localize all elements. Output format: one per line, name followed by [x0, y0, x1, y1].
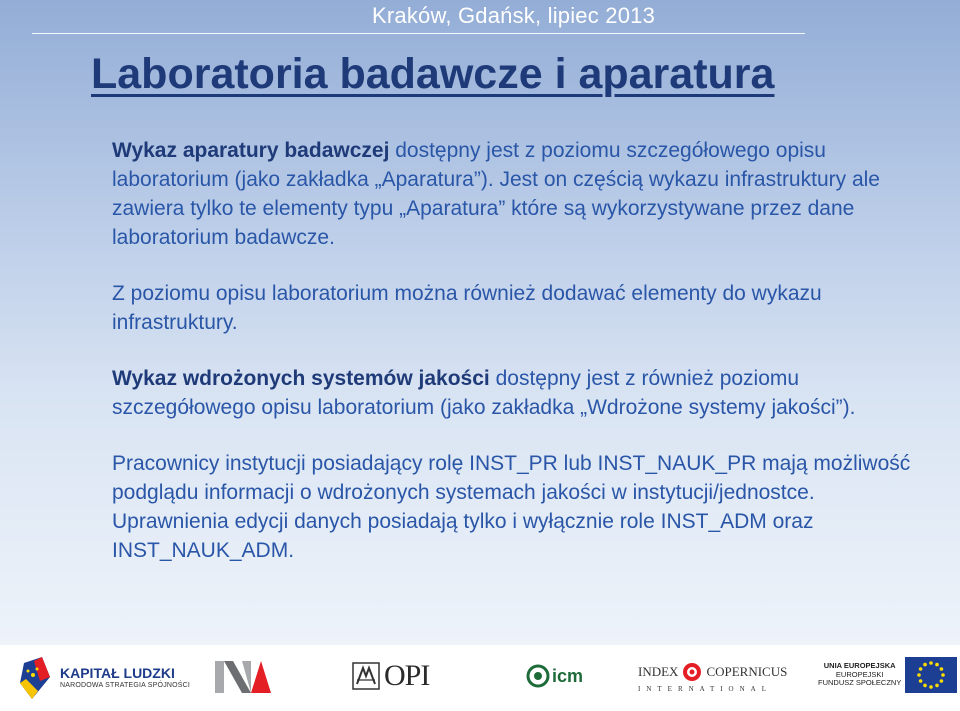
- paragraph-systemy-jakosci-text: dostępny jest z również poziomu szczegółowego opisu laboratorium (jako zakładka „Wdrożone systemy jakości”).: [112, 367, 856, 419]
- paragraph-systemy-jakosci-bold: Wykaz wdrożonych systemów jakości: [112, 367, 490, 390]
- paragraph-aparatura-bold: Wykaz aparatury badawczej: [112, 139, 390, 162]
- opi-logo: [352, 659, 429, 693]
- index-copernicus-logo: [638, 661, 787, 693]
- paragraph-aparatura: [112, 136, 912, 252]
- index-text: INDEX: [638, 664, 679, 679]
- kapital-ludzki-subtitle: NARODOWA STRATEGIA SPÓJNOŚCI: [60, 681, 191, 689]
- ni-logo: [215, 661, 271, 693]
- paragraph-infrastruktura: Z poziomu opisu laboratorium można również dodawać elementy do wykazu infrastruktury.: [112, 282, 822, 334]
- ue-title: UNIA EUROPEJSKA: [823, 661, 896, 671]
- slide-title: Laboratoria badawcze i aparatura: [91, 50, 775, 98]
- international-text: INTERNATIONAL: [638, 685, 772, 693]
- kapital-ludzki-title: KAPITAŁ LUDZKI: [60, 665, 175, 682]
- logo-footer: [0, 645, 960, 711]
- ue-line-2: EUROPEJSKI: [835, 669, 884, 679]
- paragraph-uprawnienia: Pracownicy instytucji posiadający rolę INST_PR lub INST_NAUK_PR mają możliwość podglądu informacji o wdrożonych systemach jakości w instytucji/jednostce. Uprawnienia edycji danych posiadają tylko i wyłącznie role INST_ADM oraz INST_NAUK_ADM.: [112, 452, 911, 562]
- slide-body: [112, 136, 912, 592]
- copernicus-text: COPERNICUS: [706, 664, 788, 679]
- ni-logo-icon: [215, 661, 271, 693]
- opi-text: OPI: [384, 659, 430, 692]
- event-header: Kraków, Gdańsk, lipiec 2013: [372, 3, 655, 28]
- header-divider: [32, 33, 805, 34]
- icm-text: icm: [552, 665, 584, 686]
- paragraph-aparatura-text: dostępny jest z poziomu szczegółowego opisu laboratorium (jako zakładka „Aparatura”). Jest on częścią wykazu infrastruktury ale zawiera tylko te elementy typu „Aparatura” które są wykorzystywane przez dane laboratorium badawcze.: [112, 139, 880, 249]
- icm-icon: [526, 663, 550, 689]
- ue-line-3: FUNDUSZ SPOŁECZNY: [818, 678, 902, 688]
- icm-logo: [526, 663, 583, 689]
- index-copernicus-globe-icon: [681, 661, 703, 683]
- kapital-ludzki-icon: [20, 657, 54, 699]
- opi-emblem-icon: [352, 662, 380, 690]
- kapital-ludzki-logo: [20, 657, 190, 699]
- unia-europejska-logo: [818, 657, 957, 693]
- paragraph-systemy-jakosci: [112, 364, 912, 422]
- eu-flag-icon: [905, 657, 957, 693]
